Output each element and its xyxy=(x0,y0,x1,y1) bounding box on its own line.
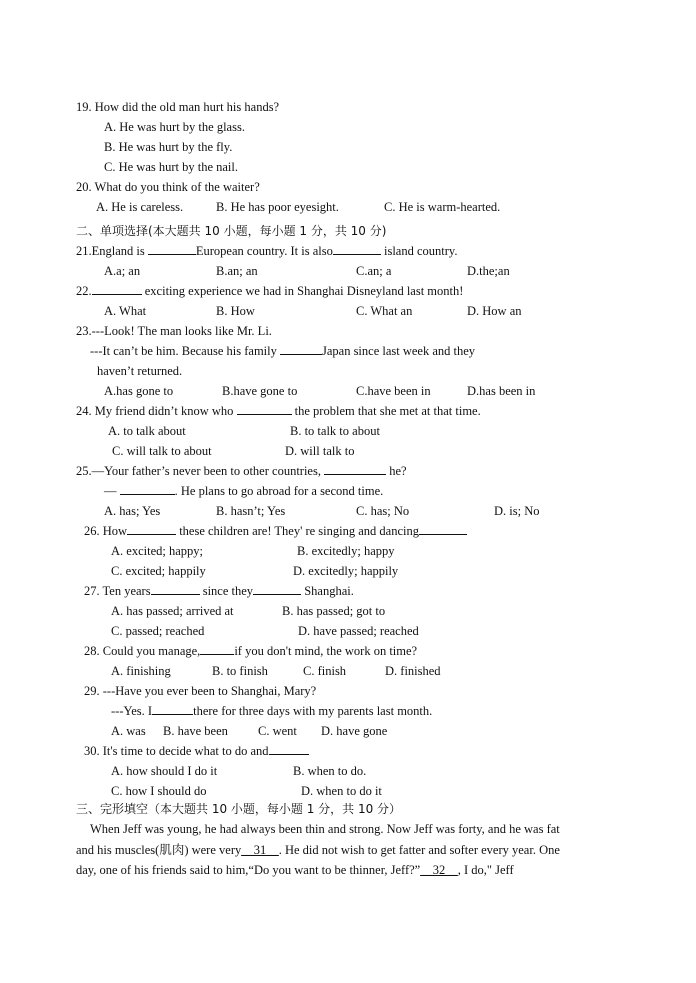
question-24-option-d: D. will talk to xyxy=(285,444,355,458)
question-20-stem: 20. What do you think of the waiter? xyxy=(76,180,260,194)
question-29-line-2: ---Yes. I there for three days with my parents last month. xyxy=(111,704,433,718)
question-22-option-b: B. How xyxy=(216,304,255,318)
question-19-option-a: A. He was hurt by the glass. xyxy=(104,120,245,134)
answer-blank xyxy=(324,463,386,475)
question-28-option-c: C. finish xyxy=(303,664,347,678)
question-27-option-b: B. has passed; got to xyxy=(282,604,386,618)
question-24-option-b: B. to talk to about xyxy=(290,424,380,438)
question-27-option-c: C. passed; reached xyxy=(111,624,205,638)
section-3-heading: 三、完形填空（本大题共 10 小题，每小题 1 分，共 10 分） xyxy=(76,802,402,816)
blank-31: __31__ xyxy=(241,843,279,857)
question-23-option-b: B.have gone to xyxy=(222,384,298,398)
question-23-line-1: 23.---Look! The man looks like Mr. Li. xyxy=(76,324,272,338)
question-26-option-b: B. excitedly; happy xyxy=(297,544,395,558)
question-22-stem: 22. exciting experience we had in Shanghai Disneyland last month! xyxy=(76,284,464,298)
question-30-option-d: D. when to do it xyxy=(301,784,382,798)
question-30-option-b: B. when to do. xyxy=(293,764,367,778)
question-28-stem: 28. Could you manage, if you don't mind, the work on time? xyxy=(84,644,418,658)
question-25-option-d: D. is; No xyxy=(494,504,540,518)
question-29-line-1: 29. ---Have you ever been to Shanghai, Mary? xyxy=(84,684,317,698)
question-23-option-d: D.has been in xyxy=(467,384,536,398)
question-26-stem: 26. How these children are! They' re singing and dancing xyxy=(84,523,467,539)
question-21-option-c: C.an; a xyxy=(356,264,392,278)
question-22-option-d: D. How an xyxy=(467,304,522,318)
question-23-option-c: C.have been in xyxy=(356,384,431,398)
question-25-option-b: B. hasn’t; Yes xyxy=(216,504,286,518)
question-26-option-a: A. excited; happy; xyxy=(111,544,203,558)
question-25-option-a: A. has; Yes xyxy=(104,504,161,518)
question-22-option-c: C. What an xyxy=(356,304,413,318)
question-30-stem: 30. It's time to decide what to do and xyxy=(84,743,309,759)
answer-blank xyxy=(253,583,301,595)
question-20-option-b: B. He has poor eyesight. xyxy=(216,200,339,214)
blank-32: __32__ xyxy=(420,863,458,877)
question-27-option-d: D. have passed; reached xyxy=(298,624,419,638)
question-19-option-c: C. He was hurt by the nail. xyxy=(104,160,239,174)
question-27-option-a: A. has passed; arrived at xyxy=(111,604,234,618)
question-21-stem: 21.England is European country. It is also island country. xyxy=(76,244,458,258)
question-20-option-a: A. He is careless. xyxy=(96,200,184,214)
question-26-option-d: D. excitedly; happily xyxy=(293,564,399,578)
answer-blank xyxy=(200,643,234,655)
question-21-option-a: A.a; an xyxy=(104,264,141,278)
question-22-option-a: A. What xyxy=(104,304,147,318)
answer-blank xyxy=(92,283,142,295)
question-29-option-b: B. have been xyxy=(163,724,228,738)
answer-blank xyxy=(237,403,292,415)
question-24-option-c: C. will talk to about xyxy=(112,444,212,458)
answer-blank xyxy=(120,483,175,495)
passage-line-1: When Jeff was young, he had always been thin and strong. Now Jeff was forty, and he was fat xyxy=(90,822,560,836)
question-26-option-c: C. excited; happily xyxy=(111,564,206,578)
question-28-option-d: D. finished xyxy=(385,664,441,678)
question-29-option-a: A. was xyxy=(111,724,146,738)
question-29-option-c: C. went xyxy=(258,724,297,738)
question-23-option-a: A.has gone to xyxy=(104,384,174,398)
question-25-line-1: 25.—Your father’s never been to other countries, he? xyxy=(76,464,407,478)
question-20-option-c: C. He is warm-hearted. xyxy=(384,200,501,214)
answer-blank xyxy=(151,583,200,595)
question-28-option-b: B. to finish xyxy=(212,664,268,678)
answer-blank xyxy=(269,743,309,755)
question-23-line-3: haven’t returned. xyxy=(97,364,183,378)
question-28-option-a: A. finishing xyxy=(111,664,171,678)
question-29-option-d: D. have gone xyxy=(321,724,388,738)
answer-blank xyxy=(152,703,193,715)
question-25-line-2: — . He plans to go abroad for a second time. xyxy=(104,484,384,498)
passage-line-3: day, one of his friends said to him,“Do you want to be thinner, Jeff?”__32__, I do," Jeff xyxy=(76,863,514,877)
question-21-option-d: D.the;an xyxy=(467,264,510,278)
question-23-line-2: ---It can’t be him. Because his family Japan since last week and they xyxy=(90,344,476,358)
question-24-option-a: A. to talk about xyxy=(108,424,186,438)
question-19-stem: 19. How did the old man hurt his hands? xyxy=(76,100,280,114)
question-21-option-b: B.an; an xyxy=(216,264,258,278)
passage-line-2: and his muscles(肌肉) were very__31__. He did not wish to get fatter and softer every year. One xyxy=(76,843,560,857)
answer-blank xyxy=(419,523,467,535)
question-27-stem: 27. Ten years since they Shanghai. xyxy=(84,584,354,598)
question-30-option-c: C. how I should do xyxy=(111,784,207,798)
answer-blank xyxy=(333,243,381,255)
answer-blank xyxy=(148,243,196,255)
question-30-option-a: A. how should I do it xyxy=(111,764,218,778)
question-25-option-c: C. has; No xyxy=(356,504,410,518)
section-2-heading: 二、单项选择(本大题共 10 小题，每小题 1 分，共 10 分) xyxy=(76,224,387,238)
question-24-stem: 24. My friend didn’t know who the problem that she met at that time. xyxy=(76,404,481,418)
question-19-option-b: B. He was hurt by the fly. xyxy=(104,140,233,154)
answer-blank xyxy=(280,343,322,355)
answer-blank xyxy=(127,523,176,535)
